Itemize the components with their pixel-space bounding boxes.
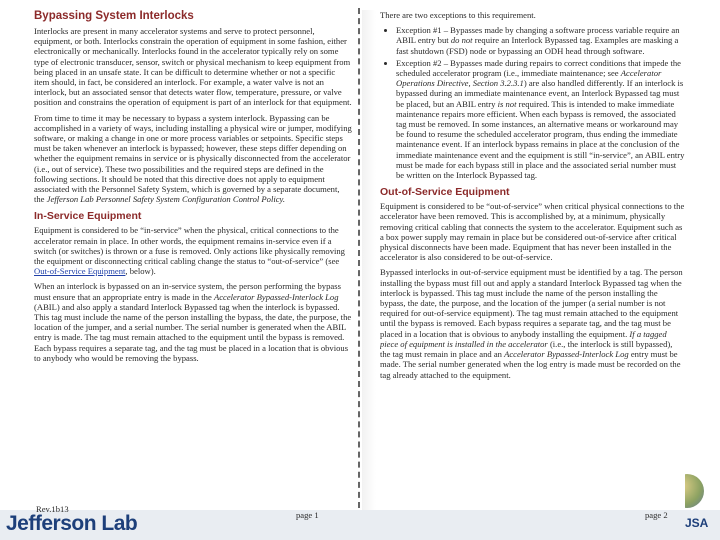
document-page-1 [34,10,352,510]
paragraph-interlocks-intro: Interlocks are present in many accelerator systems and serve to protect personnel, equipment, or both. Interlocks constrain the operation of equipment in some fashion, either electronically or mechanically. Interlocks found in the accelerator typically rely on some type of electronic transducer, sensor, switch or physical mechanism to keep equipment from being placed in an unsafe state. It can be difficult to determine whether or not a specific item should, in fact, be considered an interlock. For example, a water valve is not an interlock, but an associated sensor that detects water flow, temperature, pressure, or valve position and constrains the operation of equipment is part of an interlock for that equipment. [34,26,352,108]
document-page-2 [380,10,685,510]
exception-emphasis: do not [450,35,473,46]
policy-title: Jefferson Lab Personnel Safety System Configuration Control Policy. [46,194,286,205]
exception-text: Exception #2 – Bypasses made during repairs to correct conditions that impede the scheduled accelerator program (i.e., immediate maintenance; see [396,57,681,79]
exceptions-intro: There are two exceptions to this requirement. [380,10,536,20]
paragraph-text: Equipment is considered to be “in-service” when the physical, critical connections to the accelerator remain in place. In other words, the equipment remains in-service even if a switch (or switches) is thrown or a fuse is removed. Only actions like physically removing the equipment or disconnecting critical cabling change the status to “out-of-service” (see [34,225,345,267]
paragraph-text: When an interlock is bypassed on an in-service system, the person performing the bypass must ensure that an appropriate entry is made in the [34,281,341,302]
abil-title: Accelerator Bypassed-Interlock Log [213,291,339,302]
exception-text: Exception #1 – Bypasses made by changing a software process variable require an ABIL entry but [396,25,680,46]
abil-title: Accelerator Bypassed-Interlock Log [504,349,629,360]
heading-out-of-service: Out-of-Service Equipment [380,186,510,199]
exception-text-end: require an Interlock Bypassed tag. Examples are masking a fast shutdown (FSD) node or bypassing an ODH head through software. [396,35,679,56]
page-divider [358,8,360,508]
directive-reference: Accelerator Operations Directive, Section 3.2.3.1 [396,68,662,89]
revision-label: Rev.1b13 [36,504,69,514]
jefferson-lab-logo: Jefferson Lab [6,512,138,535]
paragraph-text: Bypassed interlocks in out-of-service equipment must be identified by a tag. The person installing the bypass must fill out and apply a standard Interlock Bypassed tag when the interlock is bypassed. This tag must include the name of the person installing the bypass, the date, the purpose, and the location of the jumper (a serial number is not required for out-of-service equipment). The tag must remain attached to the equipment until the bypass is removed. Each bypass requires a separate tag, and the tag must be placed in a location that is obvious to anybody installing the equipment. [380,267,683,339]
exception-item-2 [396,58,685,180]
page-number-1: page 1 [296,510,319,520]
paragraph-text-mid: (i.e., the interlock is still bypassed), the tag must remain in place and an [380,338,673,360]
exceptions-list [380,25,685,180]
exception-text-mid: ) are also handled differently. If an interlock is bypassed during an immediate maintenance event, an Interlock Bypassed tag must be placed, but an ABIL entry [396,78,684,109]
paragraph-emphasis: If a tagged piece of equipment is installed in the accelerator [380,328,667,349]
paragraph-text-end: entry must be made. The serial number generated when the log entry is made must be recorded on the tag already attached to the equipment. [380,349,681,380]
paragraph-out-of-service-definition: Equipment is considered to be “out-of-service” when critical physical connections to the accelerator have been removed. This is accomplished by, at a minimum, physically removing critical cabling that connects the system to the accelerator. Equipment such as a box power supply may remain in place but be considered out-of-service after critical physical disconnects have been made. Equipment that has never been installed in the accelerator is also considered to be out-of-service. [380,201,685,263]
paragraph-text-end: (ABIL) and also apply a standard Interlock Bypassed tag when the interlock is bypassed. This tag must include the name of the person installing the bypass, the date, the purpose, the location of the jumper, and a serial number. The serial number is generated when the ABIL entry is made. The tag must remain attached to the equipment until the bypass is removed. Each bypass requires a separate tag, and the tag must be placed in a location that is obvious to anybody who would be removing the bypass. [34,301,352,363]
page-gutter [362,10,376,510]
heading-in-service: In-Service Equipment [34,210,142,223]
paragraph-bypassing [34,113,352,205]
paragraph-text-end: , below). [125,266,156,277]
out-of-service-link[interactable]: Out-of-Service Equipment [34,266,126,277]
exception-item-1 [396,25,685,56]
paragraph-text: From time to time it may be necessary to bypass a system interlock. Bypassing can be accomplished in a variety of ways, including installing a physical wire or jumper, modifying software, or making a change in one or more process variables or setpoints. Specific steps must be taken whenever an interlock is bypassed; however, these steps differ depending on whether the equipment remains in service or is physically disconnected from the accelerator (i.e., out of service). These two possibilities and the required steps are defined in the following sections. It should be noted that this directive does not apply to equipment associated with the Personnel Safety System, which is governed by a separate document, the [34,112,352,205]
paragraph-in-service-bypass [34,281,352,363]
exception-text-end: required. This is intended to make immediate maintenance repairs more efficient. When each bypass is removed, the associated tag must be removed. In some instances, an alternative means or workaround may be found to resume the scheduled accelerator program, thus ending the immediate maintenance event. If an interlock bypass remains in place at the conclusion of the immediate maintenance event and the equipment is still “in-service”, an ABIL entry must be made for each bypass still in place and the associated serial number must be written on the Interlock Bypassed tag. [396,98,685,181]
page-number-2: page 2 [645,510,668,520]
jsa-logo: JSA [685,516,709,530]
exception-emphasis: is not [497,98,517,109]
paragraph-in-service-definition [34,225,352,276]
page-title: Bypassing System Interlocks [34,10,194,22]
paragraph-out-of-service-bypass [380,267,685,379]
